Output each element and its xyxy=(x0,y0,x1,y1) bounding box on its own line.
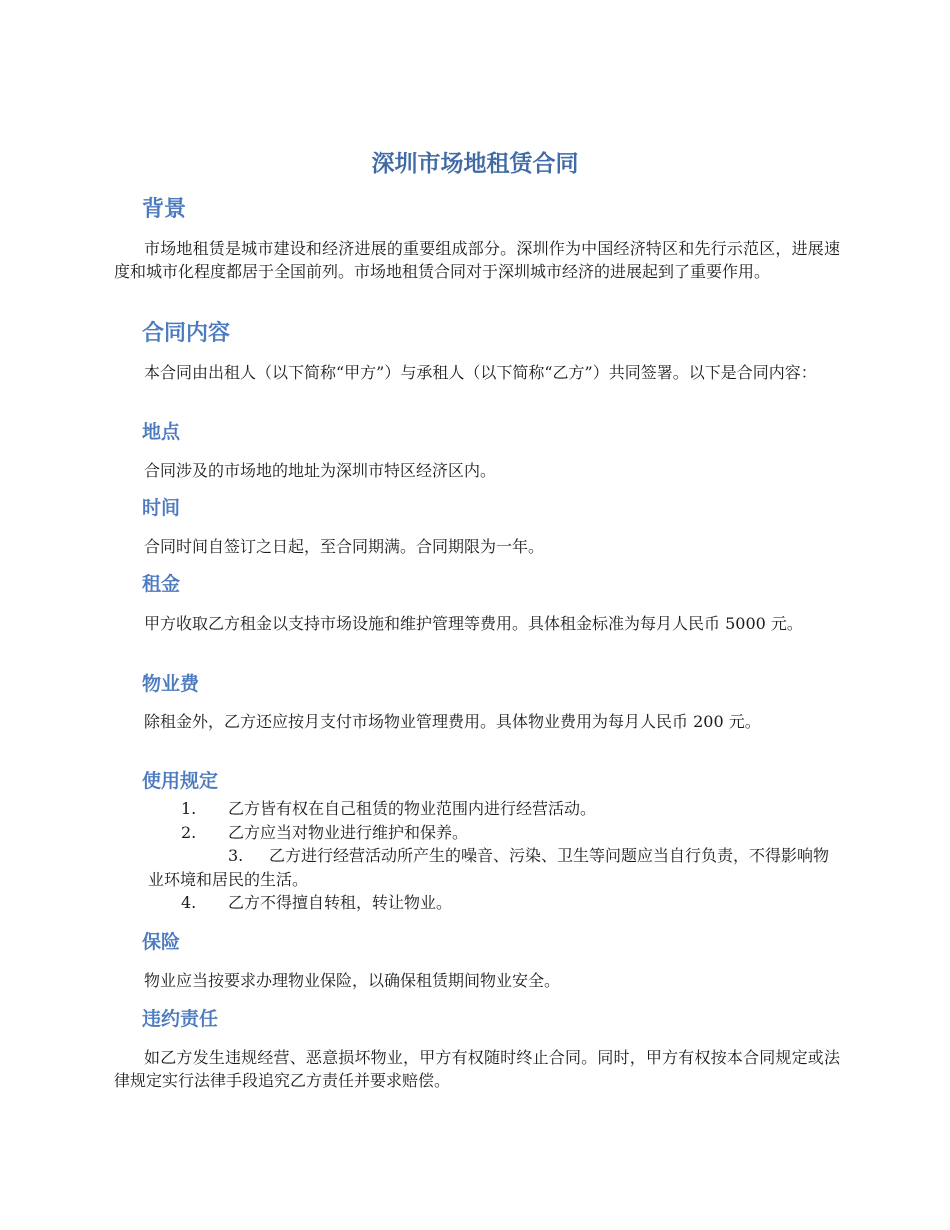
heading-background: 背景 xyxy=(142,196,187,221)
usage-rules-list xyxy=(114,797,840,915)
list-item: 3. 乙方进行经营活动所产生的噪音、污染、卫生等问题应当自行负责，不得影响物业环境和居民的生活。 xyxy=(148,846,830,889)
list-item-number: 1. xyxy=(181,799,197,818)
document-title: 深圳市场地租赁合同 xyxy=(371,150,579,176)
heading-time: 时间 xyxy=(142,498,181,519)
heading-location: 地点 xyxy=(142,422,181,443)
paragraph-background: 市场地租赁是城市建设和经济进展的重要组成部分。深圳作为中国经济特区和先行示范区，进展速度和城市化程度都居于全国前列。市场地租赁合同对于深圳城市经济的进展起到了重要作用。 xyxy=(114,239,840,281)
heading-rent: 租金 xyxy=(142,574,181,595)
heading-liability: 违约责任 xyxy=(142,1009,219,1030)
paragraph-rent: 甲方收取乙方租金以支持市场设施和维护管理等费用。具体租金标准为每月人民币 5000 元。 xyxy=(144,614,803,633)
list-item-text: 乙方应当对物业进行维护和保养。 xyxy=(228,822,469,842)
paragraph-liability: 如乙方发生违规经营、恶意损坏物业，甲方有权随时终止合同。同时，甲方有权按本合同规定或法律规定实行法律手段追究乙方责任并要求赔偿。 xyxy=(114,1048,840,1090)
heading-property-fee: 物业费 xyxy=(142,674,200,695)
heading-usage-rules: 使用规定 xyxy=(142,771,219,792)
paragraph-time: 合同时间自签订之日起，至合同期满。合同期限为一年。 xyxy=(144,537,545,556)
list-item-text: 乙方皆有权在自己租赁的物业范围内进行经营活动。 xyxy=(228,799,597,818)
paragraph-contract-content: 本合同由出租人（以下简称“甲方”）与承租人（以下简称“乙方”）共同签署。以下是合同内容： xyxy=(144,363,817,382)
list-item-number: 4. xyxy=(181,893,197,912)
list-item xyxy=(114,797,840,821)
heading-contract-content: 合同内容 xyxy=(142,320,231,345)
heading-insurance: 保险 xyxy=(142,932,181,953)
paragraph-property-fee: 除租金外，乙方还应按月支付市场物业管理费用。具体物业费用为每月人民币 200 元。 xyxy=(144,712,761,731)
paragraph-location: 合同涉及的市场地的地址为深圳市特区经济区内。 xyxy=(144,461,497,480)
list-item-text: 乙方进行经营活动所产生的噪音、污染、卫生等问题应当自行负责，不得影响物业环境和居民的生活。 xyxy=(148,846,830,889)
list-item-text: 乙方不得擅自转租，转让物业。 xyxy=(228,893,453,912)
list-item xyxy=(114,821,840,845)
paragraph-insurance: 物业应当按要求办理物业保险，以确保租赁期间物业安全。 xyxy=(144,971,561,990)
list-item-number: 2. xyxy=(181,822,197,842)
list-item xyxy=(114,891,840,915)
